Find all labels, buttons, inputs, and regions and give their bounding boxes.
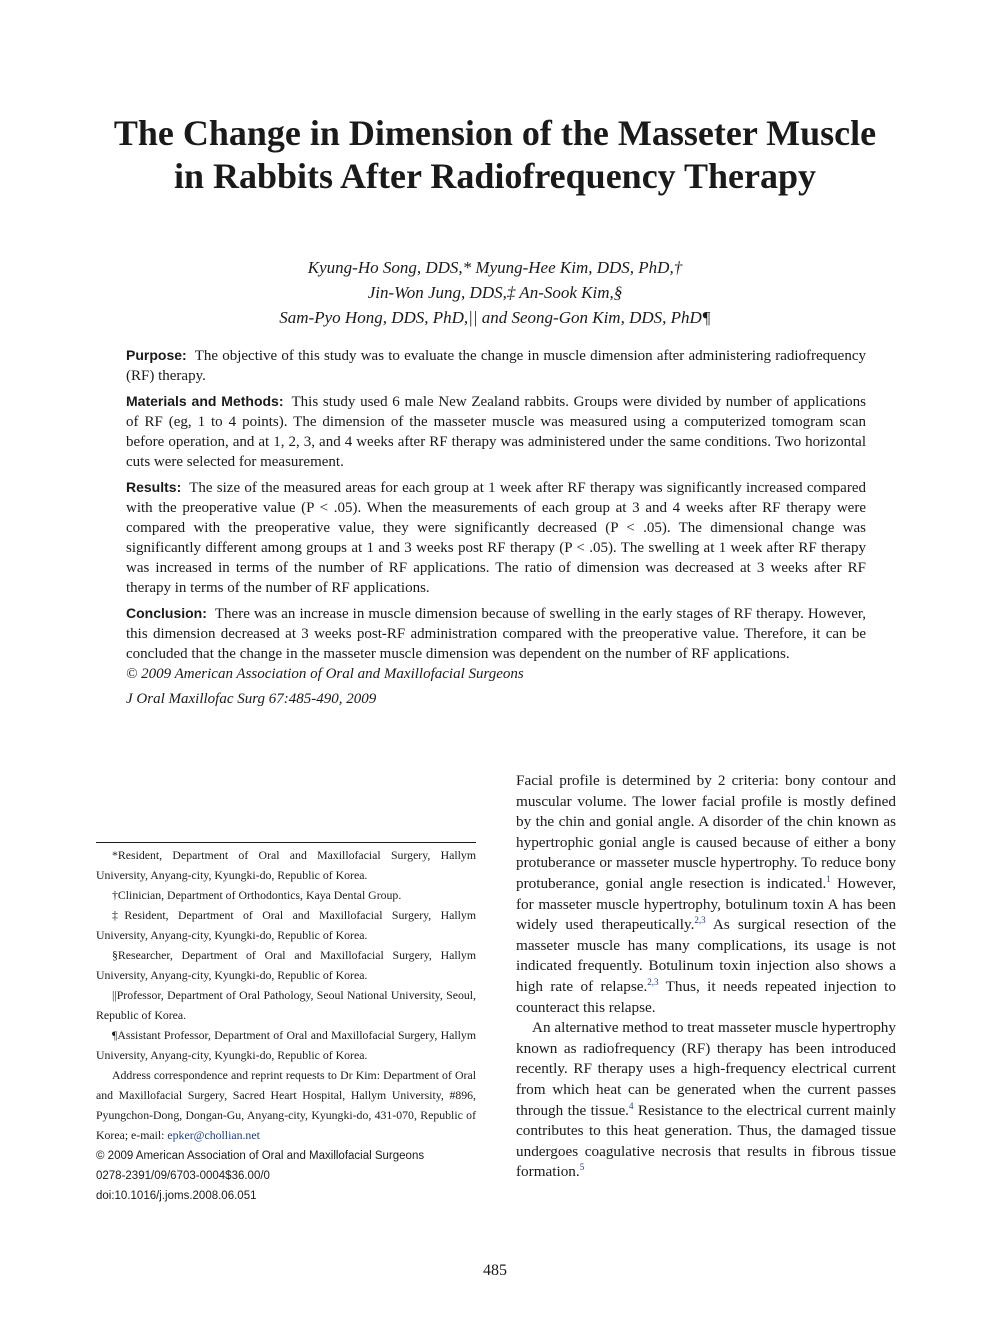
article-title: The Change in Dimension of the Masseter Muscle in Rabbits After Radiofrequency Therapy	[113, 113, 877, 196]
reference-link[interactable]: 1	[826, 873, 831, 884]
legal-info	[96, 1146, 476, 1206]
section-label: Materials and Methods:	[126, 393, 284, 409]
abstract-conclusion	[126, 603, 866, 664]
section-label: Purpose:	[126, 347, 187, 363]
body-paragraph	[516, 1018, 896, 1183]
footnote: ||Professor, Department of Oral Pathology, Seoul National University, Seoul, Republic of Korea.	[96, 988, 476, 1022]
page-number: 485	[483, 1262, 507, 1279]
reference-link[interactable]: 2,3	[694, 915, 706, 926]
doi: doi:10.1016/j.joms.2008.06.051	[96, 1190, 257, 1202]
text-run: Thus, it needs repeated injection to counteract this relapse.	[516, 977, 896, 1016]
section-text: The size of the measured areas for each group at 1 week after RF therapy was significantly increased compared with the preoperative value (P < .05). When the measurements of each group at 3 and 4 weeks after RF therapy were compared with the preoperative value, they were significantly decreased (P < .05). The dimensional change was significantly different among groups at 1 and 3 weeks post RF therapy (P < .05). The swelling at 1 week after RF therapy was increased in terms of the number of RF applications. The ratio of dimension was decreased at 3 weeks after RF therapy in terms of the number of RF applications.	[126, 480, 866, 596]
correspondence-address	[96, 1065, 476, 1145]
body-text	[516, 771, 896, 1183]
section-text: This study used 6 male New Zealand rabbits. Groups were divided by number of applications of RF (eg, 1 to 4 points). The dimension of the masseter muscle was measured using a computerized tomogram scan before operation, and at 1, 2, 3, and 4 weeks after RF therapy was administered under the same conditions. Two horizontal cuts were selected for measurement.	[126, 394, 866, 470]
text-run: Facial profile is determined by 2 criteria: bony contour and muscular volume. The lower facial profile is mostly defined by the chin and gonial angle. A disorder of the chin known as hypertrophic gonial angle is caused because of either a bony protuberance or masseter muscle hypertrophy. To reduce bony protuberance, gonial angle resection is indicated.	[516, 772, 896, 892]
text-run: However, for masseter muscle hypertrophy, botulinum toxin A has been widely used therapeutically.	[516, 874, 896, 934]
abstract-purpose	[126, 345, 866, 386]
footnote: ¶Assistant Professor, Department of Oral and Maxillofacial Surgery, Hallym University, Anyang-city, Kyungki-do, Republic of Korea.	[96, 1028, 476, 1062]
journal-citation: J Oral Maxillofac Surg 67:485-490, 2009	[126, 691, 377, 707]
body-paragraph	[516, 771, 896, 1018]
author-line: Jin-Won Jung, DDS,‡ An-Sook Kim,§	[367, 283, 623, 302]
footnote: ‡Resident, Department of Oral and Maxillofacial Surgery, Hallym University, Anyang-city, Kyungki-do, Republic of Korea.	[96, 908, 476, 942]
section-label: Results:	[126, 479, 182, 495]
section-text: The objective of this study was to evaluate the change in muscle dimension after administering radiofrequency (RF) therapy.	[126, 348, 866, 384]
text-run: Resistance to the electrical current mainly contributes to this heat generation. Thus, the damaged tissue undergoes coagulative necrosis that results in fibrous tissue formation.	[516, 1101, 896, 1181]
abstract	[126, 345, 866, 714]
footnote: §Researcher, Department of Oral and Maxillofacial Surgery, Hallym University, Anyang-city, Kyungki-do, Republic of Korea.	[96, 948, 476, 982]
address-text: Address correspondence and reprint requests to Dr Kim: Department of Oral and Maxillofacial Surgery, Sacred Heart Hospital, Hallym University, #896, Pyungchon-Dong, Dongan-Gu, Anyang-city, Kyungki-do, 431-070, Republic of Korea; e-mail:	[96, 1068, 476, 1142]
author-line: Sam-Pyo Hong, DDS, PhD,|| and Seong-Gon Kim, DDS, PhD¶	[279, 308, 711, 327]
reference-link[interactable]: 2,3	[647, 976, 659, 987]
reference-link[interactable]: 4	[628, 1100, 634, 1111]
abstract-results	[126, 477, 866, 598]
section-text: There was an increase in muscle dimension because of swelling in the early stages of RF therapy. However, this dimension decreased at 3 weeks post-RF administration compared with the preoperative value. Therefore, it can be concluded that the change in the masseter muscle dimension was dependent on the number of RF applications.	[126, 606, 866, 662]
text-run: As surgical resection of the masseter muscle has many complications, its usage is not indicated frequently. Botulinum toxin injection also shows a high rate of relapse.	[516, 916, 896, 995]
footnote: *Resident, Department of Oral and Maxillofacial Surgery, Hallym University, Anyang-city, Kyungki-do, Republic of Korea.	[96, 848, 476, 882]
footnotes	[96, 842, 476, 1206]
legal-copyright: © 2009 American Association of Oral and Maxillofacial Surgeons	[96, 1150, 425, 1162]
author-list	[110, 255, 880, 330]
section-label: Conclusion:	[126, 605, 207, 621]
issn: 0278-2391/09/6703-0004$36.00/0	[96, 1170, 270, 1182]
footnote: †Clinician, Department of Orthodontics, Kaya Dental Group.	[112, 888, 402, 902]
abstract-methods	[126, 391, 866, 472]
text-run: An alternative method to treat masseter muscle hypertrophy known as radiofrequency (RF) therapy has been introduced recently. RF therapy uses a high-frequency electrical current from which heat can be generated when the current passes through the tissue.	[516, 1019, 896, 1119]
author-line: Kyung-Ho Song, DDS,* Myung-Hee Kim, DDS, PhD,†	[307, 258, 683, 277]
abstract-copyright: © 2009 American Association of Oral and Maxillofacial Surgeons	[126, 666, 524, 682]
reference-link[interactable]: 5	[579, 1162, 585, 1173]
email-link[interactable]: epker@chollian.net	[167, 1128, 260, 1142]
